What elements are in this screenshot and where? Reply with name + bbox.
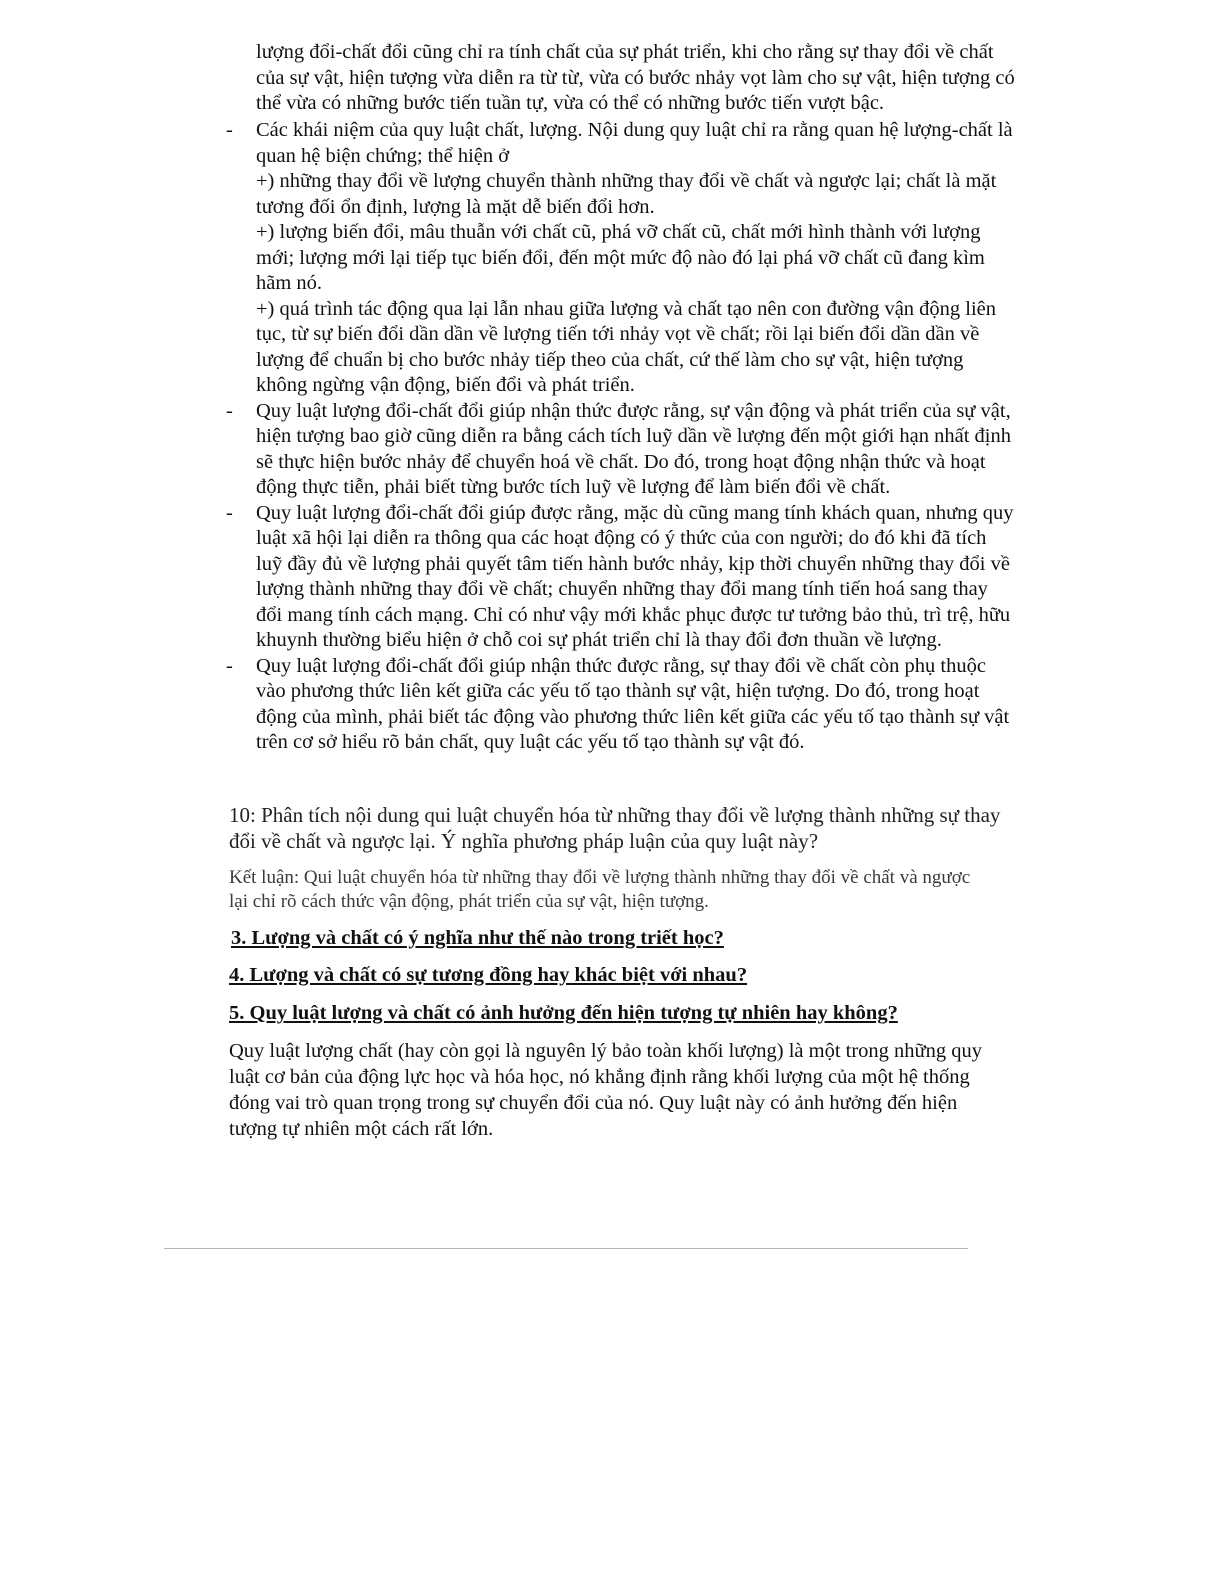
heading-5: 5. Quy luật lượng và chất có ảnh hưởng đến hiện tượng tự nhiên hay không? <box>229 1002 898 1024</box>
bullet-lead-text: Quy luật lượng đổi-chất đổi giúp được rằng, mặc dù cũng mang tính khách quan, nhưng quy luật xã hội lại diễn ra thông qua các hoạt động có ý thức của con người; do đó khi đã tích luỹ đầy đủ về lượng phải quyết tâm tiến hành bước nhảy, kịp thời chuyển những thay đổi về lượng thành những thay đổi về chất; chuyển những thay đổi mang tính tiến hoá sang thay đổi mang tính cách mạng. Chỉ có như vậy mới khắc phục được tư tưởng bảo thủ, trì trệ, hữu khuynh thường biểu hiện ở chỗ coi sự phát triển chỉ là thay đổi đơn thuần về lượng. <box>256 501 1014 651</box>
bullet-marker: - <box>226 654 233 677</box>
list-item <box>226 399 1016 501</box>
bullet-marker: - <box>226 501 233 524</box>
heading-4: 4. Lượng và chất có sự tương đồng hay khác biệt với nhau? <box>229 964 748 986</box>
question-10: 10: Phân tích nội dung qui luật chuyển hóa từ những thay đổi về lượng thành những sự thay đổi về chất và ngược lại. Ý nghĩa phương pháp luận của quy luật này? <box>229 803 1001 853</box>
page-divider <box>164 1248 968 1249</box>
list-item <box>226 118 1016 399</box>
list-item <box>226 654 1016 756</box>
conclusion-paragraph: Kết luận: Qui luật chuyển hóa từ những thay đổi về lượng thành những thay đổi về chất và ngược lại chỉ rõ cách thức vận động, phát triển của sự vật, hiện tượng. <box>229 867 971 912</box>
bullet-marker: - <box>226 399 233 422</box>
bullet-marker: - <box>226 119 233 141</box>
sub-point: +) lượng biến đổi, mâu thuẫn với chất cũ, phá vỡ chất cũ, chất mới hình thành với lượng mới; lượng mới lại tiếp tục biến đổi, đến một mức độ nào đó lại phá vỡ chất cũ đang kìm hãm nó. <box>256 221 985 294</box>
bullet-lead-text: Quy luật lượng đổi-chất đổi giúp nhận thức được rằng, sự vận động và phát triển của sự vật, hiện tượng bao giờ cũng diễn ra bằng cách tích luỹ dần về lượng đến một giới hạn nhất định sẽ thực hiện bước nhảy để chuyển hoá về chất. Do đó, trong hoạt động nhận thức và hoạt động thực tiễn, phải biết từng bước tích luỹ về lượng để làm biến đổi về chất. <box>256 399 1012 498</box>
bullet-lead-text: Các khái niệm của quy luật chất, lượng. Nội dung quy luật chỉ ra rằng quan hệ lượng-chất là quan hệ biện chứng; thể hiện ở <box>256 119 1013 167</box>
bullet-lead-text: Quy luật lượng đổi-chất đổi giúp nhận thức được rằng, sự thay đổi về chất còn phụ thuộc vào phương thức liên kết giữa các yếu tố tạo thành sự vật, hiện tượng. Do đó, trong hoạt động của mình, phải biết tác động vào phương thức liên kết giữa các yếu tố tạo thành sự vật trên cơ sở hiểu rõ bản chất, quy luật các yếu tố tạo thành sự vật đó. <box>256 654 1010 753</box>
bullet-list <box>226 118 1016 756</box>
answer-paragraph: Quy luật lượng chất (hay còn gọi là nguyên lý bảo toàn khối lượng) là một trong những quy luật cơ bản của động lực học và hóa học, nó khẳng định rằng khối lượng của một hệ thống đóng vai trò quan trọng trong sự chuyển đổi của nó. Quy luật này có ảnh hưởng đến hiện tượng tự nhiên một cách rất lớn. <box>229 1040 983 1140</box>
heading-3: 3. Lượng và chất có ý nghĩa như thế nào trong triết học? <box>231 927 724 949</box>
sub-point: +) những thay đổi về lượng chuyển thành những thay đổi về chất và ngược lại; chất là mặt tương đối ổn định, lượng là mặt dễ biến đổi hơn. <box>256 170 997 218</box>
list-item <box>226 501 1016 654</box>
sub-point: +) quá trình tác động qua lại lẫn nhau giữa lượng và chất tạo nên con đường vận động liên tục, từ sự biến đổi dần dần về lượng tiến tới nhảy vọt về chất; rồi lại biến đổi dần dần về lượng để chuẩn bị cho bước nhảy tiếp theo của chất, cứ thế làm cho sự vật, hiện tượng không ngừng vận động, biến đổi và phát triển. <box>256 297 997 396</box>
intro-paragraph: lượng đổi-chất đổi cũng chỉ ra tính chất của sự phát triển, khi cho rằng sự thay đổi về chất của sự vật, hiện tượng vừa diễn ra từ từ, vừa có bước nhảy vọt làm cho sự vật, hiện tượng có thể vừa có những bước tiến tuần tự, vừa có thể có những bước tiến vượt bậc. <box>256 41 1015 114</box>
